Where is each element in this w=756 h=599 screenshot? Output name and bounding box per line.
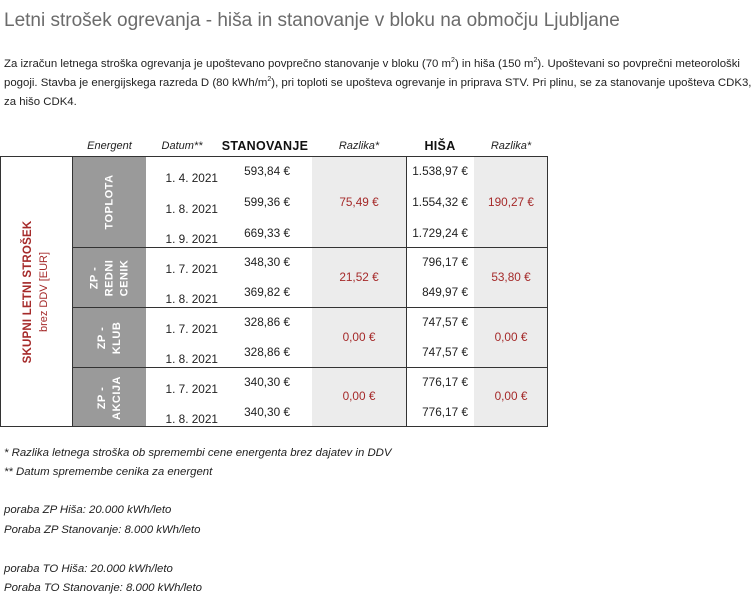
note-to-hisa: poraba TO Hiša: 20.000 kWh/leto (4, 563, 173, 575)
column-separator (72, 156, 73, 427)
header-hisa: HIŠA (424, 139, 456, 153)
header-razlika-stanovanje: Razlika* (338, 140, 380, 152)
hisa-value: 747,57 € (422, 345, 468, 359)
hisa-value: 747,57 € (422, 315, 468, 329)
date-cell: 1. 7. 2021 (165, 322, 218, 336)
header-razlika-hisa: Razlika* (490, 140, 532, 152)
energent-label-zp-klub: ZP - KLUB (95, 321, 123, 354)
energent-label-zp-redni: ZP - REDNI CENIK (88, 259, 130, 296)
hisa-value: 1.729,24 € (412, 226, 468, 240)
razlika-hisa-value: 53,80 € (491, 270, 531, 284)
table-top-border (0, 156, 548, 157)
hisa-value: 776,17 € (422, 405, 468, 419)
stanovanje-value: 369,82 € (244, 285, 290, 299)
energent-label-zp-akcija: ZP - AKCIJA (95, 375, 123, 420)
stanovanje-value: 599,36 € (244, 195, 290, 209)
razlika-hisa-value: 0,00 € (494, 389, 528, 403)
side-label (0, 157, 72, 427)
side-label-main: SKUPNI LETNI STROŠEK (22, 220, 34, 364)
page-title: Letni strošek ogrevanja - hiša in stanovanje v bloku na območju Ljubljane (4, 10, 620, 31)
stanovanje-value: 328,86 € (244, 315, 290, 329)
stanovanje-value: 340,30 € (244, 375, 290, 389)
energent-cell-zp-klub (73, 308, 146, 367)
stanovanje-value: 669,33 € (244, 226, 290, 240)
stanovanje-value: 348,30 € (244, 255, 290, 269)
razlika-hisa-value: 0,00 € (494, 330, 528, 344)
energent-cell-zp-akcija (73, 368, 146, 427)
razlika-stanovanje-value: 0,00 € (342, 389, 376, 403)
table-left-border (0, 156, 1, 427)
date-cell: 1. 8. 2021 (165, 202, 218, 216)
razlika-stanovanje-value: 0,00 € (342, 330, 376, 344)
note-to-stanovanje: Poraba TO Stanovanje: 8.000 kWh/leto (4, 582, 202, 594)
intro-text-1: Za izračun letnega stroška ogrevanja je upoštevano povprečno stanovanje v bloku (70 m (4, 58, 452, 70)
intro-paragraph (4, 55, 752, 112)
date-cell: 1. 9. 2021 (165, 232, 218, 246)
date-cell: 1. 4. 2021 (165, 171, 218, 185)
side-label-sub: brez DDV [EUR] (38, 251, 50, 333)
intro-sup-3: 2 (267, 76, 272, 84)
hisa-value: 776,17 € (422, 375, 468, 389)
date-cell: 1. 8. 2021 (165, 412, 218, 426)
date-cell: 1. 8. 2021 (165, 352, 218, 366)
note-zp-stanovanje: Poraba ZP Stanovanje: 8.000 kWh/leto (4, 524, 201, 536)
date-cell: 1. 8. 2021 (165, 292, 218, 306)
stanovanje-value: 593,84 € (244, 164, 290, 178)
hisa-value: 849,97 € (422, 285, 468, 299)
date-cell: 1. 7. 2021 (165, 262, 218, 276)
footnote-razlika: * Razlika letnega stroška ob spremembi cene energenta brez dajatev in DDV (4, 447, 392, 459)
razlika-hisa-value: 190,27 € (488, 195, 534, 209)
razlika-stanovanje-value: 21,52 € (339, 270, 379, 284)
header-datum: Datum** (161, 140, 203, 152)
hisa-value: 796,17 € (422, 255, 468, 269)
header-energent: Energent (87, 140, 132, 152)
date-cell: 1. 7. 2021 (165, 382, 218, 396)
energent-cell-toplota (73, 157, 146, 247)
razlika-stanovanje-value: 75,49 € (339, 195, 379, 209)
intro-text-4: ), pri toploti se upošteva ogrevanje in priprava STV. Pri plinu, se za stanovanje upošteva CDK3, za hišo CDK4. (4, 77, 752, 108)
intro-text-2: ) in hiša (150 m (454, 58, 534, 70)
group-separator (73, 367, 548, 368)
header-stanovanje: STANOVANJE (221, 139, 309, 153)
stanovanje-value: 340,30 € (244, 405, 290, 419)
energent-cell-zp-redni (73, 248, 146, 307)
hisa-value: 1.538,97 € (412, 164, 468, 178)
hisa-value: 1.554,32 € (412, 195, 468, 209)
group-separator (73, 307, 548, 308)
intro-text-3: ). Upoštevani so povprečni meteorološki pogoji. Stavba je energijskega razreda D (80 kWh/m (4, 58, 740, 89)
stanovanje-value: 328,86 € (244, 345, 290, 359)
group-separator (73, 247, 548, 248)
energent-label-toplota: TOPLOTA (103, 174, 115, 230)
note-zp-hisa: poraba ZP Hiša: 20.000 kWh/leto (4, 504, 172, 516)
table-bottom-border (0, 426, 548, 427)
intro-sup-1: 2 (451, 57, 455, 65)
intro-sup-2: 2 (533, 57, 538, 65)
footnote-datum: ** Datum spremembe cenika za energent (4, 466, 213, 478)
